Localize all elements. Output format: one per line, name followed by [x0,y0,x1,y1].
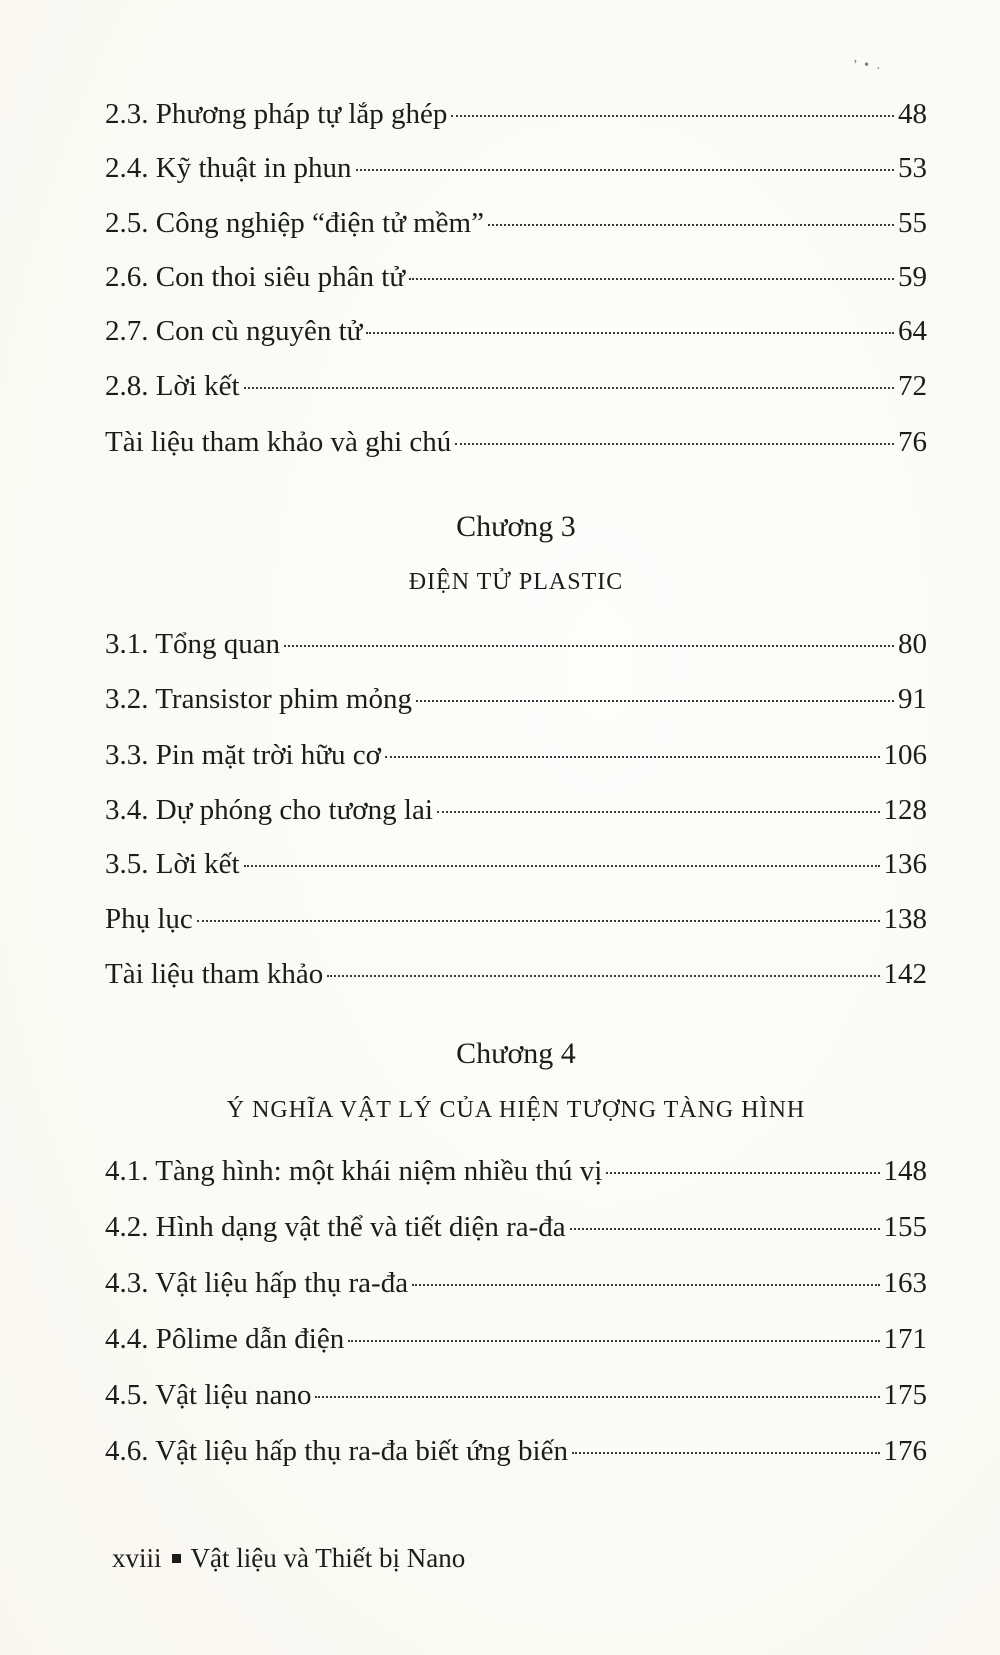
toc-entry [105,677,927,721]
toc-entry [105,420,927,464]
dot-leader [451,115,894,117]
toc-entry [105,1261,927,1305]
toc-entry [105,897,927,941]
dot-leader [488,224,894,226]
toc-entry-page: 106 [883,739,927,771]
dot-leader [348,1340,879,1342]
toc-entry [105,1317,927,1361]
toc-entry-page: 163 [883,1267,927,1299]
toc-entry-page: 142 [883,958,927,990]
toc-entry-label: 2.5. Công nghiệp “điện tử mềm” [105,207,484,239]
dot-leader [606,1172,879,1174]
toc-entry [105,309,927,353]
dot-leader [455,443,894,445]
page-footer [112,1538,465,1578]
toc-entry-page: 55 [898,207,927,239]
toc-entry-page: 64 [898,315,927,347]
toc-entry-page: 91 [898,683,927,715]
toc-entry-page: 136 [883,848,927,880]
dot-leader [315,1396,879,1398]
chapter-heading: Chương 4 [456,1037,576,1070]
toc-entry [105,622,927,666]
running-title: Vật liệu và Thiết bị Nano [190,1543,466,1573]
toc-entry-label: Tài liệu tham khảo [105,958,324,990]
toc-entry [105,1149,927,1193]
dot-leader [366,332,894,334]
dot-leader [197,920,880,922]
toc-entry-label: 2.4. Kỹ thuật in phun [105,152,352,184]
toc-entry-label: 3.2. Transistor phim mỏng [105,683,412,715]
toc-entry-page: 59 [898,261,927,293]
toc-entry-label: 4.2. Hình dạng vật thể và tiết diện ra-đa [105,1211,566,1243]
dot-leader [437,811,880,813]
toc-entry-page: 148 [883,1155,927,1187]
toc-entry-label: 4.6. Vật liệu hấp thụ ra-đa biết ứng biến [105,1435,568,1467]
toc-entry-label: 2.3. Phương pháp tự lắp ghép [105,98,448,130]
toc-entry-page: 76 [898,426,927,458]
chapter-title: ĐIỆN TỬ PLASTIC [408,569,624,595]
toc-entry-page: 171 [883,1323,927,1355]
toc-entry-label: 4.4. Pôlime dẫn điện [105,1323,345,1355]
toc-entry-label: 4.5. Vật liệu nano [105,1379,312,1411]
toc-entry [105,92,927,136]
page-number: xviii [112,1543,162,1573]
dot-leader [412,1284,879,1286]
toc-entry [105,364,927,408]
toc-entry [105,733,927,777]
toc-entry [105,1429,927,1473]
toc-entry-page: 176 [883,1435,927,1467]
toc-entry [105,788,927,832]
toc-entry [105,201,927,245]
toc-entry-page: 175 [883,1379,927,1411]
toc-entry [105,1373,927,1417]
dot-leader [284,645,894,647]
dot-leader [572,1452,880,1454]
chapter-title: Ý NGHĨA VẬT LÝ CỦA HIỆN TƯỢNG TÀNG HÌNH [226,1097,806,1123]
dot-leader [356,169,895,171]
toc-entry-label: 3.1. Tổng quan [105,628,281,660]
toc-entry-label: 3.4. Dự phóng cho tương lai [105,794,433,826]
toc-entry-label: 3.3. Pin mặt trời hữu cơ [105,739,381,771]
toc-entry-label: 2.7. Con cù nguyên tử [105,315,363,347]
dot-leader [244,387,894,389]
toc-entry-label: Tài liệu tham khảo và ghi chú [105,426,452,458]
dot-leader [570,1228,880,1230]
corner-mark: ’ • . [852,58,882,73]
toc-entry-label: 4.3. Vật liệu hấp thụ ra-đa [105,1267,409,1299]
toc-entry-page: 72 [898,370,927,402]
toc-entry-page: 48 [898,98,927,130]
dot-leader [385,756,880,758]
toc-entry-label: 4.1. Tàng hình: một khái niệm nhiều thú vị [105,1155,603,1187]
toc-entry [105,255,927,299]
toc-entry-page: 128 [883,794,927,826]
chapter-heading: Chương 3 [456,510,576,543]
toc-entry-page: 138 [883,903,927,935]
toc-entry-page: 80 [898,628,927,660]
dot-leader [244,865,880,867]
dot-leader [327,975,879,977]
dot-leader [416,700,894,702]
square-bullet-icon [172,1554,181,1563]
toc-entry-label: 3.5. Lời kết [105,848,240,880]
toc-entry-page: 53 [898,152,927,184]
toc-entry-page: 155 [883,1211,927,1243]
toc-entry [105,842,927,886]
dot-leader [409,278,894,280]
toc-entry-label: 2.6. Con thoi siêu phân tử [105,261,406,293]
toc-entry [105,1205,927,1249]
toc-entry-label: 2.8. Lời kết [105,370,240,402]
toc-entry-label: Phụ lục [105,903,193,935]
toc-entry [105,146,927,190]
toc-entry [105,952,927,996]
